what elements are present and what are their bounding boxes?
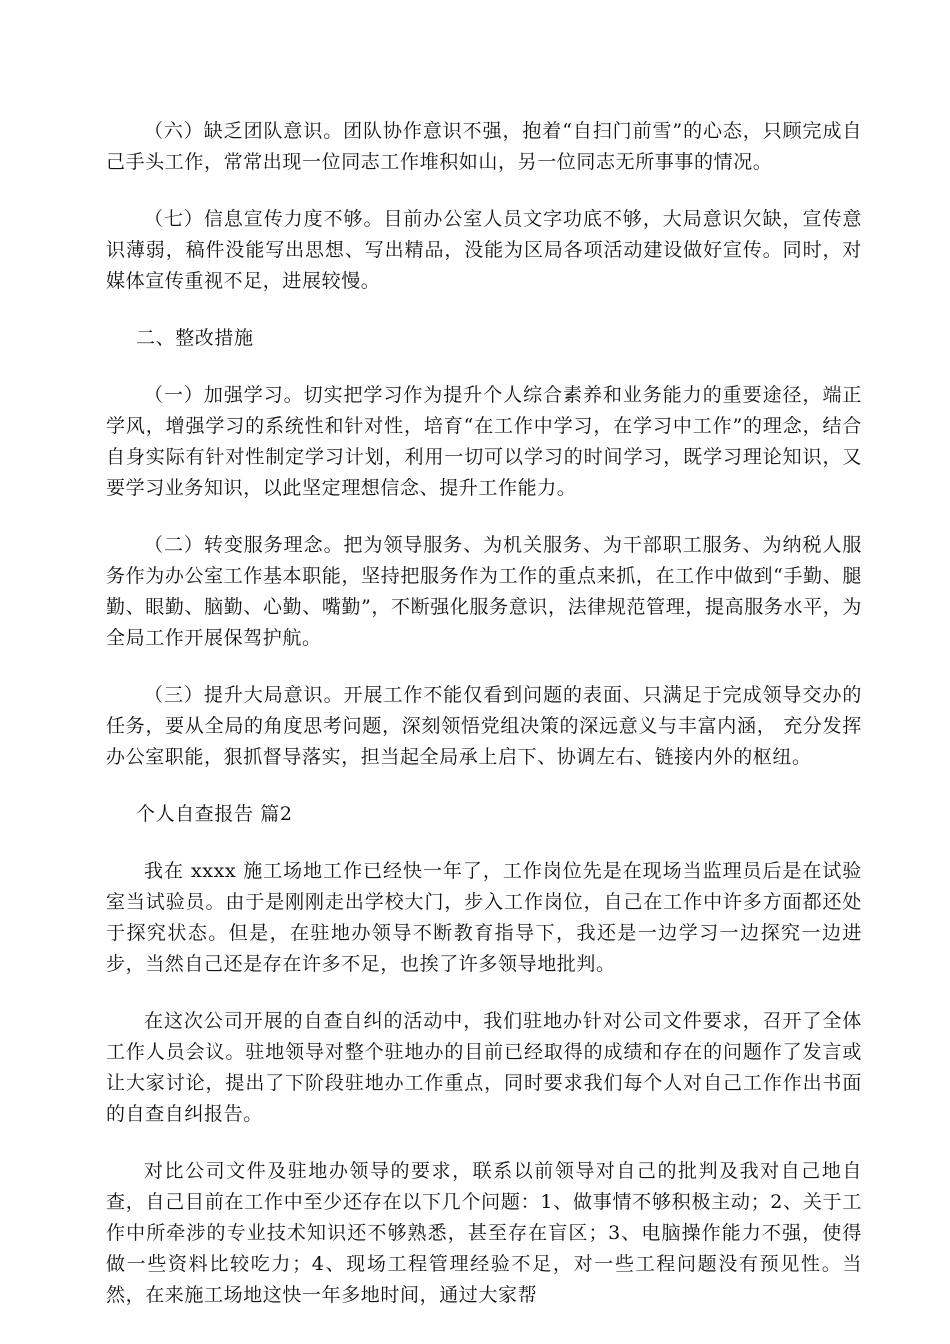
section-heading-report-2: 个人自查报告 篇2 (136, 803, 293, 825)
paragraph-publicity: （七）信息宣传力度不够。目前办公室人员文字功底不够，大局意识欠缺，宣传意识薄弱，稿件没能写出思想、写出精品，没能为区局各项活动建设做好宣传。同时，对媒体宣传重视不足，进展较慢。 (106, 208, 862, 292)
section-heading-rectification: 二、整改措施 (136, 327, 254, 349)
paragraph-problems-list: 对比公司文件及驻地办领导的要求，联系以前领导对自己的批判及我对自己地自查，自己目前在工作中至少还存在以下几个问题：1、做事情不够积极主动；2、关于工作中所牵涉的专业技术知识还不够熟悉，甚至存在盲区；3、电脑操作能力不强，使得做一些资料比较吃力；4、现场工程管理经验不足，对一些工程问题没有预见性。当然，在来施工场地这快一年多地时间，通过大家帮 (106, 1160, 862, 1306)
paragraph-work-intro: 我在 xxxx 施工场地工作已经快一年了，工作岗位先是在现场当监理员后是在试验室当试验员。由于是刚刚走出学校大门，步入工作岗位，自己在工作中许多方面都还处于探究状态。但是，在驻地办领导不断教育指导下，我还是一边学习一边探究一边进步，当然自己还是存在许多不足，也挨了许多领导地批判。 (106, 860, 862, 975)
paragraph-service-concept: （二）转变服务理念。把为领导服务、为机关服务、为干部职工服务、为纳税人服务作为办公室工作基本职能，坚持把服务作为工作的重点来抓，在工作中做到“手勤、腿勤、眼勤、脑勤、心勤、嘴勤”，不断强化服务意识，法律规范管理，提高服务水平，为全局工作开展保驾护航。 (106, 534, 862, 649)
paragraph-overall-awareness: （三）提升大局意识。开展工作不能仅看到问题的表面、只满足于完成领导交办的任务，要从全局的角度思考问题，深刻领悟党组决策的深远意义与丰富内涵， 充分发挥办公室职能，狠抓督导落实，担当起全局承上启下、协调左右、链接内外的枢纽。 (106, 684, 862, 768)
paragraph-lack-team-awareness: （六）缺乏团队意识。团队协作意识不强，抱着“自扫门前雪”的心态，只顾完成自己手头工作，常常出现一位同志工作堆积如山，另一位同志无所事事的情况。 (106, 120, 862, 173)
paragraph-self-inspection-activity: 在这次公司开展的自查自纠的活动中，我们驻地办针对公司文件要求，召开了全体工作人员会议。驻地领导对整个驻地办的目前已经取得的成绩和存在的问题作了发言或让大家讨论，提出了下阶段驻地办工作重点，同时要求我们每个人对自己工作作出书面的自查自纠报告。 (106, 1010, 862, 1125)
document-body (106, 116, 862, 1337)
paragraph-strengthen-learning: （一）加强学习。切实把学习作为提升个人综合素养和业务能力的重要途径，端正学风，增强学习的系统性和针对性，培育“在工作中学习，在学习中工作”的理念，结合自身实际有针对性制定学习计划，利用一切可以学习的时间学习，既学习理论知识，又要学习业务知识，以此坚定理想信念、提升工作能力。 (106, 384, 862, 499)
